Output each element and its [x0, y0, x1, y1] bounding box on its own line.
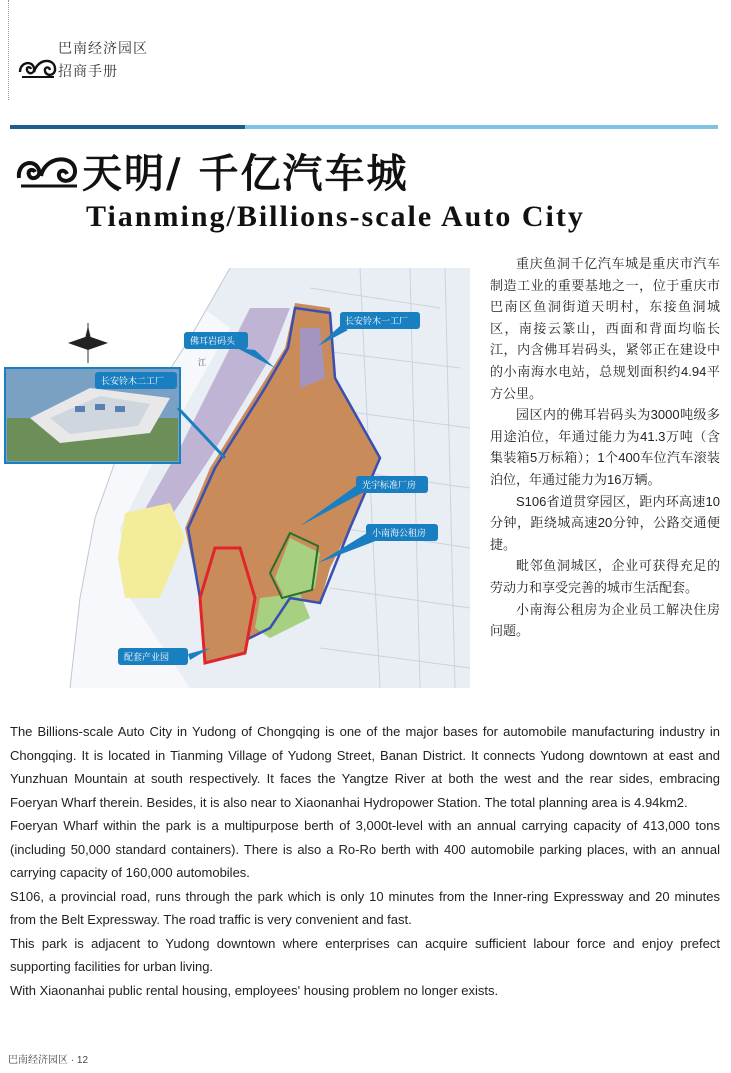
callout-wharf-label: 佛耳岩码头	[190, 336, 236, 346]
cloud-ornament-icon	[18, 50, 58, 80]
callout-housing	[366, 524, 438, 541]
callout-plant2	[95, 372, 177, 389]
margin-dotted-line	[8, 0, 9, 100]
brand-subtitle: 招商手册	[58, 63, 118, 79]
zh-paragraph: 毗邻鱼洞城区，企业可获得充足的劳动力和享受完善的城市生活配套。	[490, 558, 720, 595]
callout-industrial-label: 配套产业园	[124, 652, 170, 662]
callout-plant1-label: 长安铃木一工厂	[345, 316, 409, 326]
callout-guangyu-label: 光宇标准厂房	[362, 480, 417, 490]
zh-paragraph: 小南海公租房为企业员工解决住房问题。	[490, 601, 720, 639]
en-paragraph: S106, a provincial road, runs through the park which is only 10 minutes from the Inner-ring Expressway and 20 minutes from the Belt Expressway. The road traffic is very convenient and fast.	[10, 888, 720, 927]
english-description	[10, 720, 720, 1002]
zh-paragraph: 园区内的佛耳岩码头为3000吨级多用途泊位，年通过能力为41.3万吨（含集装箱5万标箱）；1个400车位汽车滚装泊位，年通过能力为16万辆。	[490, 407, 720, 487]
callout-housing-label: 小南海公租房	[372, 528, 427, 538]
callout-plant2-label: 长安铃木二工厂	[101, 376, 165, 386]
brand-header	[18, 38, 158, 84]
header-rule-light	[245, 125, 718, 129]
zh-paragraph: 重庆鱼洞千亿汽车城是重庆市汽车制造工业的重要基地之一，位于重庆市巴南区鱼洞街道天明村，东接鱼洞城区，南接云篆山，西面和背面均临长江，内含佛耳岩码头，紧邻正在建设中的小南海水电站，总规划面积约4.94平方公里。	[490, 256, 720, 401]
cloud-ornament-icon	[15, 148, 81, 190]
park-map	[0, 268, 470, 688]
en-paragraph: This park is adjacent to Yudong downtown where enterprises can acquire sufficient labour force and enjoy prefect supporting facilities for urban living.	[10, 935, 720, 974]
header-rule-dark	[10, 125, 245, 129]
chinese-description	[490, 253, 720, 642]
zh-paragraph: S106省道贯穿园区，距内环高速10分钟，距绕城高速20分钟，公路交通便捷。	[490, 493, 720, 552]
page-title-en: Tianming/Billions-scale Auto City	[86, 200, 585, 233]
brand-name: 巴南经济园区	[58, 40, 148, 56]
river-label: 江	[198, 358, 206, 367]
page-title-zh: 天明/ 千亿汽车城	[82, 150, 409, 197]
callout-plant1	[340, 312, 420, 329]
en-paragraph: The Billions-scale Auto City in Yudong of Chongqing is one of the major bases for automobile manufacturing industry in Chongqing. It is located in Tianming Village of Yudong Street, Banan District. It connects Yudong downtown at east and Yunzhuan Mountain at south respectively. It faces the Yangtze River at both the west and the rear sides, embracing Foeryan Wharf therein. Besides, it is also near to Xiaonanhai Hydropower Station. The total planning area is 4.94km2.	[10, 724, 720, 810]
en-paragraph: Foeryan Wharf within the park is a multipurpose berth of 3,000t-level with an annual carrying capacity of 413,000 tons (including 50,000 standard containers). There is also a Ro-Ro berth with 400 automobile parking places, with an annual carrying capacity of 160,000 automobiles.	[10, 818, 720, 880]
callout-wharf	[184, 332, 248, 349]
callout-guangyu	[356, 476, 428, 493]
en-paragraph: With Xiaonanhai public rental housing, employees' housing problem no longer exists.	[10, 982, 499, 998]
page-footer: 巴南经济园区 · 12	[8, 1055, 89, 1066]
